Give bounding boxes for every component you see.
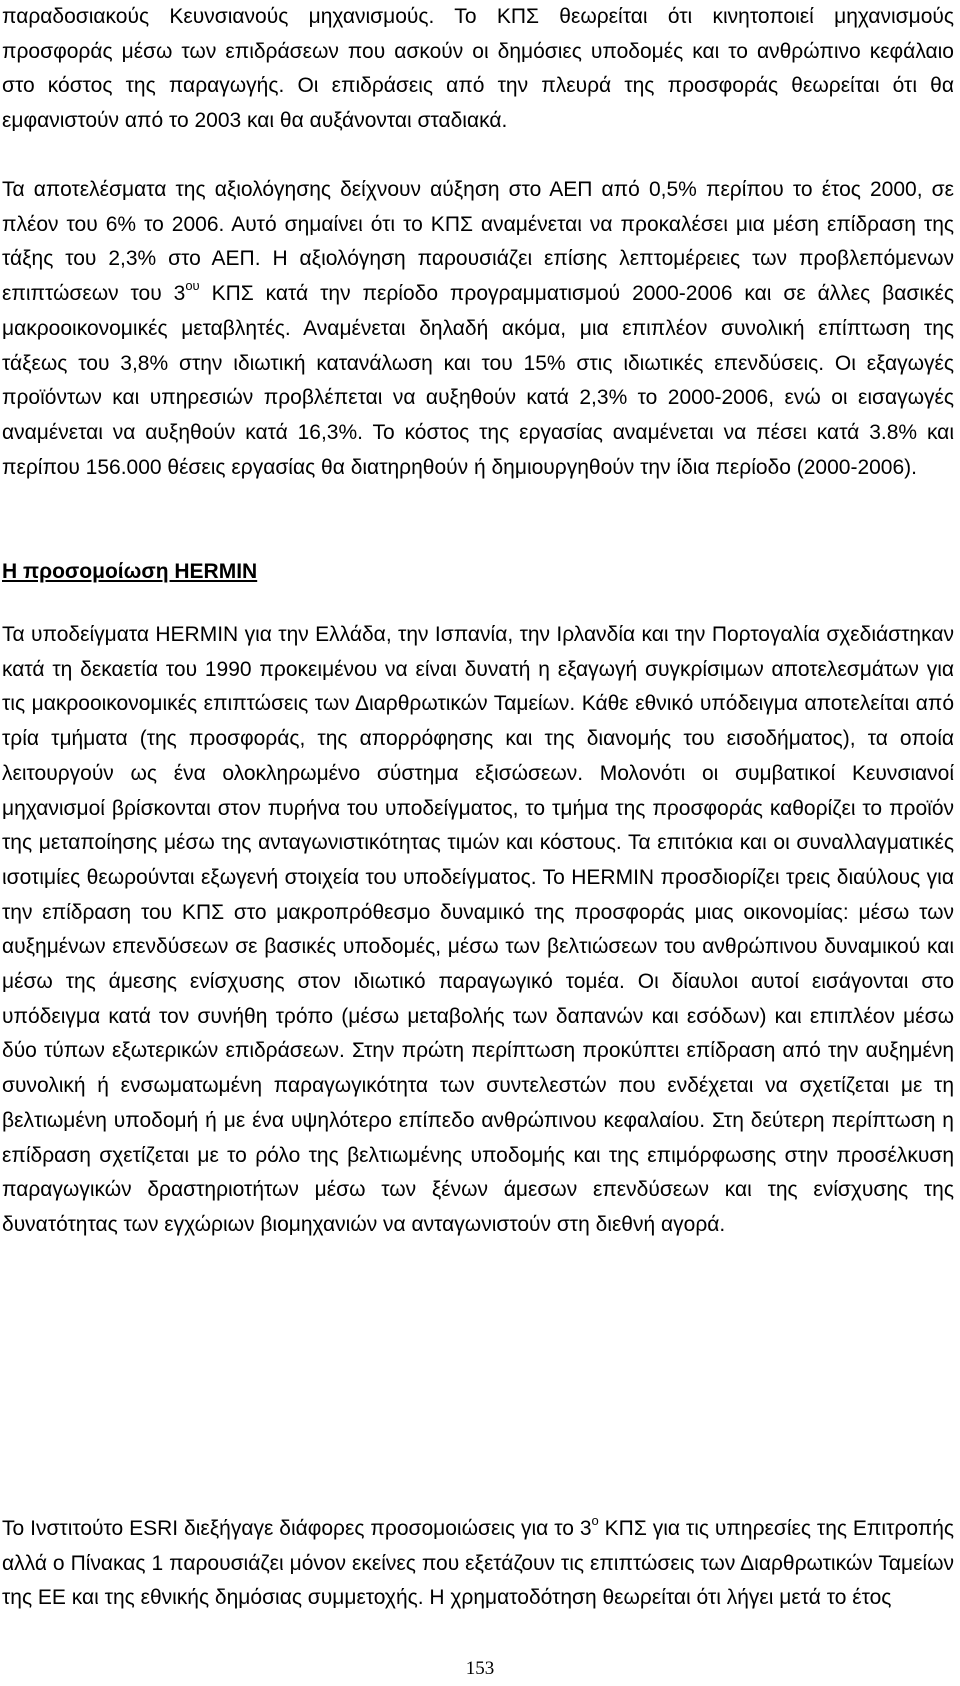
paragraph-text-part: ΚΠΣ για τις υπηρεσίες της Επιτροπής αλλά ο Πίνακας 1 παρουσιάζει μόνον εκείνες που εξετάζουν τις επιπτώσεις των Διαρθρωτικών Ταμείων της ΕΕ και της εθνικής δημόσιας συμμετοχής. Η χρηματοδότηση θεωρείται ότι λήγει μετά το έτος bbox=[2, 1517, 954, 1610]
paragraph-evaluation-results bbox=[2, 173, 954, 485]
ordinal-superscript: ο bbox=[591, 1513, 599, 1528]
paragraph-esri-simulations bbox=[2, 1512, 954, 1616]
paragraph-text-part: ΚΠΣ κατά την περίοδο προγραμματισμού 2000-2006 και σε άλλες βασικές μακροοικονομικές μεταβλητές. Αναμένεται δηλαδή ακόμα, μια επιπλέον συνολική επίπτωση της τάξεως του 3,8% στην ιδιωτική κατανάλωση και του 15% στις ιδιωτικές επενδύσεις. Οι εξαγωγές προϊόντων και υπηρεσιών προβλέπεται να αυξηθούν κατά 2,3% το 2000-2006, ενώ οι εισαγωγές αναμένεται να αυξηθούν κατά 16,3%. Το κόστος της εργασίας αναμένεται να πέσει κατά 3.8% και περίπου 156.000 θέσεις εργασίας θα διατηρηθούν ή δημιουργηθούν την ίδια περίοδο (2000-2006). bbox=[2, 282, 954, 479]
ordinal-superscript: ου bbox=[185, 278, 200, 294]
paragraph-supply-mechanisms: παραδοσιακούς Κευνσιανούς μηχανισμούς. Το ΚΠΣ θεωρείται ότι κινητοποιεί μηχανισμούς προσφοράς μέσω των επιδράσεων που ασκούν οι δημόσιες υποδομές και το ανθρώπινο κεφάλαιο στο κόστος της παραγωγής. Οι επιδράσεις από την πλευρά της προσφοράς θεωρείται ότι θα εμφανιστούν από το 2003 και θα αυξάνονται σταδιακά. bbox=[2, 5, 954, 133]
paragraph-hermin-models: Τα υποδείγματα HERMIN για την Ελλάδα, την Ισπανία, την Ιρλανδία και την Πορτογαλία σχεδιάστηκαν κατά τη δεκαετία του 1990 προκειμένου να είναι δυνατή η εξαγωγή συγκρίσιμων αποτελεσμάτων για τις μακροοικονομικές επιπτώσεις των Διαρθρωτικών Ταμείων. Κάθε εθνικό υπόδειγμα αποτελείται από τρία τμήματα (της προσφοράς, της απορρόφησης και της διανομής του εισοδήματος), τα οποία λειτουργούν ως ένα ολοκληρωμένο σύστημα εξισώσεων. Μολονότι οι συμβατικοί Κευνσιανοί μηχανισμοί βρίσκονται στον πυρήνα του υποδείγματος, το τμήμα της προσφοράς καθορίζει το προϊόν της μεταποίησης μέσω της ανταγωνιστικότητας τιμών και κόστους. Τα επιτόκια και οι συναλλαγματικές ισοτιμίες θεωρούνται εξωγενή στοιχεία του υποδείγματος. Το HERMIN προσδιορίζει τρεις διαύλους για την επίδραση του ΚΠΣ στο μακροπρόθεσμο δυναμικό της προσφοράς μιας οικονομίας: μέσω των αυξημένων επενδύσεων σε βασικές υποδομές, μέσω των βελτιώσεων του ανθρώπινου δυναμικού και μέσω της άμεσης ενίσχυσης στον ιδιωτικό παραγωγικό τομέα. Οι δίαυλοι αυτοί εισάγονται στο υπόδειγμα κατά τον συνήθη τρόπο (μέσω μεταβολής των δαπανών και εσόδων) και επιπλέον μέσω δύο τύπων εξωτερικών επιδράσεων. Στην πρώτη περίπτωση προκύπτει επίδραση από την αυξημένη συνολική ή ενσωματωμένη παραγωγικότητα των συντελεστών που ενδέχεται να σχετίζεται με τη βελτιωμένη υποδομή ή με ένα υψηλότερο επίπεδο ανθρώπινου κεφαλαίου. Στη δεύτερη περίπτωση η επίδραση σχετίζεται με το ρόλο της βελτιωμένης υποδομής και της επιμόρφωσης στην προσέλκυση παραγωγικών δραστηριοτήτων μέσω των ξένων άμεσων επενδύσεων και της ενίσχυσης της δυνατότητας των εγχώριων βιομηχανιών να ανταγωνιστούν στη διεθνή αγορά. bbox=[2, 623, 954, 1236]
paragraph-text-part: Το Ινστιτούτο ESRI διεξήγαγε διάφορες προσομοιώσεις για το 3 bbox=[2, 1517, 592, 1540]
paragraph-text-part: Τα αποτελέσματα της αξιολόγησης δείχνουν αύξηση στο ΑΕΠ από 0,5% περίπου το έτος 2000, σε πλέον του 6% το 2006. Αυτό σημαίνει ότι το ΚΠΣ αναμένεται να προκαλέσει μια μέση επίδραση της τάξης του 2,3% στο ΑΕΠ. Η αξιολόγηση παρουσιάζει επίσης λεπτομέρειες των προβλεπόμενων επιπτώσεων του 3 bbox=[2, 178, 954, 306]
section-heading: Η προσομοίωση HERMIN bbox=[2, 560, 258, 583]
page-number: 153 bbox=[465, 1658, 495, 1679]
